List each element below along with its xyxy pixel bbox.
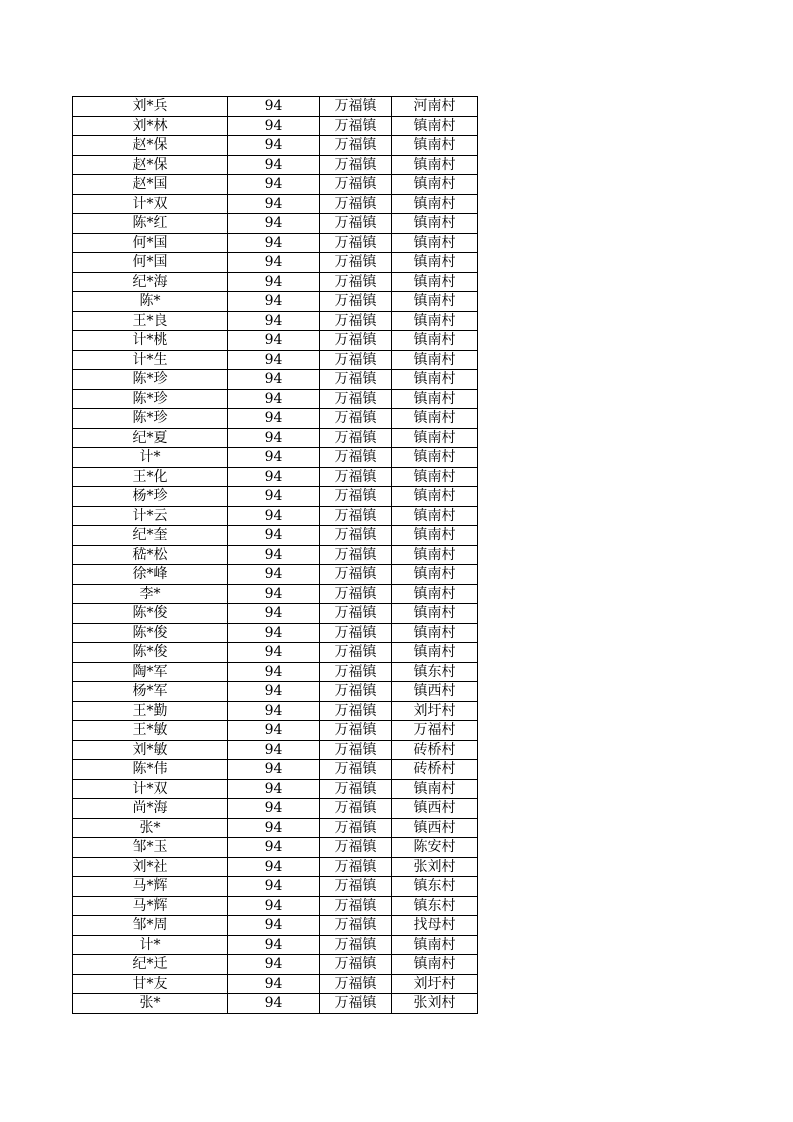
table-row [73, 545, 478, 565]
score-cell: 94 [228, 623, 320, 643]
score-cell: 94 [228, 331, 320, 351]
town-cell: 万福镇 [320, 545, 392, 565]
village-cell: 镇南村 [392, 779, 478, 799]
name-cell: 何*国 [73, 233, 228, 253]
village-cell: 找母村 [392, 916, 478, 936]
town-cell: 万福镇 [320, 467, 392, 487]
table-row [73, 643, 478, 663]
town-cell: 万福镇 [320, 506, 392, 526]
name-cell: 纪*海 [73, 272, 228, 292]
table-row [73, 955, 478, 975]
village-cell: 镇南村 [392, 370, 478, 390]
name-cell: 甘*友 [73, 974, 228, 994]
score-cell: 94 [228, 818, 320, 838]
town-cell: 万福镇 [320, 116, 392, 136]
table-row [73, 799, 478, 819]
village-cell: 陈安村 [392, 838, 478, 858]
table-row [73, 272, 478, 292]
village-cell: 镇南村 [392, 292, 478, 312]
score-cell: 94 [228, 194, 320, 214]
score-cell: 94 [228, 545, 320, 565]
town-cell: 万福镇 [320, 662, 392, 682]
village-cell: 镇南村 [392, 565, 478, 585]
table-row [73, 467, 478, 487]
name-cell: 陈*伟 [73, 760, 228, 780]
score-cell: 94 [228, 994, 320, 1014]
village-cell: 镇南村 [392, 155, 478, 175]
village-cell: 镇南村 [392, 448, 478, 468]
village-cell: 河南村 [392, 97, 478, 117]
village-cell: 镇南村 [392, 272, 478, 292]
name-cell: 刘*兵 [73, 97, 228, 117]
score-cell: 94 [228, 428, 320, 448]
score-cell: 94 [228, 896, 320, 916]
score-cell: 94 [228, 604, 320, 624]
table-row [73, 97, 478, 117]
village-cell: 镇南村 [392, 350, 478, 370]
name-cell: 计*生 [73, 350, 228, 370]
town-cell: 万福镇 [320, 370, 392, 390]
table-row [73, 487, 478, 507]
name-cell: 陈* [73, 292, 228, 312]
town-cell: 万福镇 [320, 389, 392, 409]
score-cell: 94 [228, 662, 320, 682]
village-cell: 张刘村 [392, 857, 478, 877]
name-cell: 嵇*松 [73, 545, 228, 565]
score-cell: 94 [228, 409, 320, 429]
table-row [73, 350, 478, 370]
town-cell: 万福镇 [320, 682, 392, 702]
town-cell: 万福镇 [320, 604, 392, 624]
name-cell: 王*良 [73, 311, 228, 331]
village-cell: 刘圩村 [392, 701, 478, 721]
town-cell: 万福镇 [320, 428, 392, 448]
name-cell: 王*化 [73, 467, 228, 487]
town-cell: 万福镇 [320, 955, 392, 975]
score-cell: 94 [228, 311, 320, 331]
score-cell: 94 [228, 292, 320, 312]
village-cell: 镇东村 [392, 877, 478, 897]
score-cell: 94 [228, 701, 320, 721]
table-row [73, 428, 478, 448]
table-row [73, 584, 478, 604]
name-cell: 马*辉 [73, 896, 228, 916]
score-cell: 94 [228, 370, 320, 390]
table-row [73, 292, 478, 312]
village-cell: 镇东村 [392, 896, 478, 916]
name-cell: 王*敏 [73, 721, 228, 741]
name-cell: 刘*敏 [73, 740, 228, 760]
village-cell: 镇东村 [392, 662, 478, 682]
town-cell: 万福镇 [320, 701, 392, 721]
table-row [73, 877, 478, 897]
table-row [73, 214, 478, 234]
name-cell: 邹*周 [73, 916, 228, 936]
name-cell: 计* [73, 935, 228, 955]
village-cell: 镇南村 [392, 935, 478, 955]
town-cell: 万福镇 [320, 935, 392, 955]
name-cell: 张* [73, 818, 228, 838]
table-row [73, 818, 478, 838]
name-cell: 赵*保 [73, 136, 228, 156]
town-cell: 万福镇 [320, 916, 392, 936]
village-cell: 镇南村 [392, 955, 478, 975]
table-row [73, 116, 478, 136]
town-cell: 万福镇 [320, 857, 392, 877]
score-cell: 94 [228, 916, 320, 936]
name-cell: 徐*峰 [73, 565, 228, 585]
name-cell: 计*桃 [73, 331, 228, 351]
score-cell: 94 [228, 389, 320, 409]
village-cell: 镇西村 [392, 682, 478, 702]
table-row [73, 331, 478, 351]
score-cell: 94 [228, 857, 320, 877]
town-cell: 万福镇 [320, 974, 392, 994]
name-cell: 李* [73, 584, 228, 604]
table-row [73, 994, 478, 1014]
table-row [73, 974, 478, 994]
score-cell: 94 [228, 448, 320, 468]
town-cell: 万福镇 [320, 350, 392, 370]
town-cell: 万福镇 [320, 896, 392, 916]
table-row [73, 311, 478, 331]
score-cell: 94 [228, 506, 320, 526]
town-cell: 万福镇 [320, 448, 392, 468]
village-cell: 镇南村 [392, 526, 478, 546]
score-cell: 94 [228, 565, 320, 585]
score-cell: 94 [228, 116, 320, 136]
name-cell: 陶*军 [73, 662, 228, 682]
town-cell: 万福镇 [320, 818, 392, 838]
table-row [73, 662, 478, 682]
town-cell: 万福镇 [320, 526, 392, 546]
village-cell: 镇南村 [392, 487, 478, 507]
village-cell: 镇南村 [392, 584, 478, 604]
score-cell: 94 [228, 740, 320, 760]
score-cell: 94 [228, 97, 320, 117]
table-row [73, 779, 478, 799]
name-cell: 纪*迁 [73, 955, 228, 975]
table-row [73, 175, 478, 195]
table-row [73, 701, 478, 721]
table-row [73, 233, 478, 253]
score-cell: 94 [228, 877, 320, 897]
score-cell: 94 [228, 955, 320, 975]
score-cell: 94 [228, 253, 320, 273]
town-cell: 万福镇 [320, 331, 392, 351]
village-cell: 刘圩村 [392, 974, 478, 994]
name-cell: 陈*俊 [73, 604, 228, 624]
table-row [73, 136, 478, 156]
town-cell: 万福镇 [320, 292, 392, 312]
name-cell: 陈*俊 [73, 643, 228, 663]
town-cell: 万福镇 [320, 721, 392, 741]
village-cell: 镇南村 [392, 467, 478, 487]
score-cell: 94 [228, 175, 320, 195]
table-row [73, 623, 478, 643]
score-cell: 94 [228, 799, 320, 819]
score-cell: 94 [228, 838, 320, 858]
village-cell: 砖桥村 [392, 740, 478, 760]
score-cell: 94 [228, 350, 320, 370]
town-cell: 万福镇 [320, 877, 392, 897]
table-row [73, 565, 478, 585]
name-cell: 杨*珍 [73, 487, 228, 507]
town-cell: 万福镇 [320, 643, 392, 663]
table-row [73, 935, 478, 955]
town-cell: 万福镇 [320, 272, 392, 292]
table-row [73, 740, 478, 760]
score-cell: 94 [228, 584, 320, 604]
town-cell: 万福镇 [320, 779, 392, 799]
village-cell: 镇南村 [392, 214, 478, 234]
village-cell: 镇西村 [392, 799, 478, 819]
village-cell: 镇南村 [392, 506, 478, 526]
table-row [73, 526, 478, 546]
town-cell: 万福镇 [320, 97, 392, 117]
score-cell: 94 [228, 682, 320, 702]
village-cell: 砖桥村 [392, 760, 478, 780]
name-cell: 刘*林 [73, 116, 228, 136]
table-row [73, 682, 478, 702]
town-cell: 万福镇 [320, 409, 392, 429]
name-cell: 纪*夏 [73, 428, 228, 448]
town-cell: 万福镇 [320, 740, 392, 760]
table-row [73, 155, 478, 175]
town-cell: 万福镇 [320, 838, 392, 858]
name-cell: 陈*珍 [73, 389, 228, 409]
name-cell: 计*云 [73, 506, 228, 526]
table-row [73, 409, 478, 429]
town-cell: 万福镇 [320, 584, 392, 604]
name-cell: 邹*玉 [73, 838, 228, 858]
village-cell: 镇南村 [392, 545, 478, 565]
table-row [73, 253, 478, 273]
town-cell: 万福镇 [320, 175, 392, 195]
name-cell: 计* [73, 448, 228, 468]
score-cell: 94 [228, 643, 320, 663]
village-cell: 镇南村 [392, 194, 478, 214]
score-cell: 94 [228, 136, 320, 156]
village-cell: 镇南村 [392, 311, 478, 331]
name-cell: 陈*珍 [73, 409, 228, 429]
table-row [73, 896, 478, 916]
table-row [73, 194, 478, 214]
table-row [73, 857, 478, 877]
name-cell: 陈*红 [73, 214, 228, 234]
village-cell: 镇南村 [392, 233, 478, 253]
town-cell: 万福镇 [320, 799, 392, 819]
score-cell: 94 [228, 272, 320, 292]
town-cell: 万福镇 [320, 565, 392, 585]
town-cell: 万福镇 [320, 760, 392, 780]
town-cell: 万福镇 [320, 487, 392, 507]
table-row [73, 389, 478, 409]
village-cell: 万福村 [392, 721, 478, 741]
table-row [73, 506, 478, 526]
score-cell: 94 [228, 760, 320, 780]
town-cell: 万福镇 [320, 994, 392, 1014]
score-cell: 94 [228, 467, 320, 487]
name-cell: 王*勤 [73, 701, 228, 721]
name-cell: 何*国 [73, 253, 228, 273]
village-cell: 镇南村 [392, 253, 478, 273]
score-cell: 94 [228, 779, 320, 799]
name-cell: 赵*保 [73, 155, 228, 175]
name-cell: 赵*国 [73, 175, 228, 195]
town-cell: 万福镇 [320, 623, 392, 643]
name-cell: 陈*珍 [73, 370, 228, 390]
town-cell: 万福镇 [320, 214, 392, 234]
score-cell: 94 [228, 526, 320, 546]
table-row [73, 604, 478, 624]
town-cell: 万福镇 [320, 253, 392, 273]
name-cell: 马*辉 [73, 877, 228, 897]
town-cell: 万福镇 [320, 233, 392, 253]
score-cell: 94 [228, 935, 320, 955]
table-row [73, 448, 478, 468]
score-cell: 94 [228, 487, 320, 507]
table-row [73, 721, 478, 741]
village-cell: 镇南村 [392, 643, 478, 663]
village-cell: 镇西村 [392, 818, 478, 838]
village-cell: 镇南村 [392, 604, 478, 624]
village-cell: 镇南村 [392, 623, 478, 643]
score-cell: 94 [228, 155, 320, 175]
data-table [72, 96, 478, 1014]
name-cell: 陈*俊 [73, 623, 228, 643]
name-cell: 计*双 [73, 779, 228, 799]
score-cell: 94 [228, 233, 320, 253]
town-cell: 万福镇 [320, 194, 392, 214]
village-cell: 镇南村 [392, 116, 478, 136]
village-cell: 镇南村 [392, 409, 478, 429]
name-cell: 刘*社 [73, 857, 228, 877]
score-cell: 94 [228, 721, 320, 741]
town-cell: 万福镇 [320, 155, 392, 175]
village-cell: 镇南村 [392, 428, 478, 448]
name-cell: 纪*奎 [73, 526, 228, 546]
village-cell: 镇南村 [392, 175, 478, 195]
table-body [73, 97, 478, 1014]
table-row [73, 760, 478, 780]
table-row [73, 370, 478, 390]
town-cell: 万福镇 [320, 311, 392, 331]
village-cell: 张刘村 [392, 994, 478, 1014]
table-row [73, 916, 478, 936]
village-cell: 镇南村 [392, 136, 478, 156]
name-cell: 杨*军 [73, 682, 228, 702]
town-cell: 万福镇 [320, 136, 392, 156]
name-cell: 计*双 [73, 194, 228, 214]
village-cell: 镇南村 [392, 389, 478, 409]
name-cell: 尚*海 [73, 799, 228, 819]
score-cell: 94 [228, 974, 320, 994]
table-row [73, 838, 478, 858]
score-cell: 94 [228, 214, 320, 234]
village-cell: 镇南村 [392, 331, 478, 351]
name-cell: 张* [73, 994, 228, 1014]
